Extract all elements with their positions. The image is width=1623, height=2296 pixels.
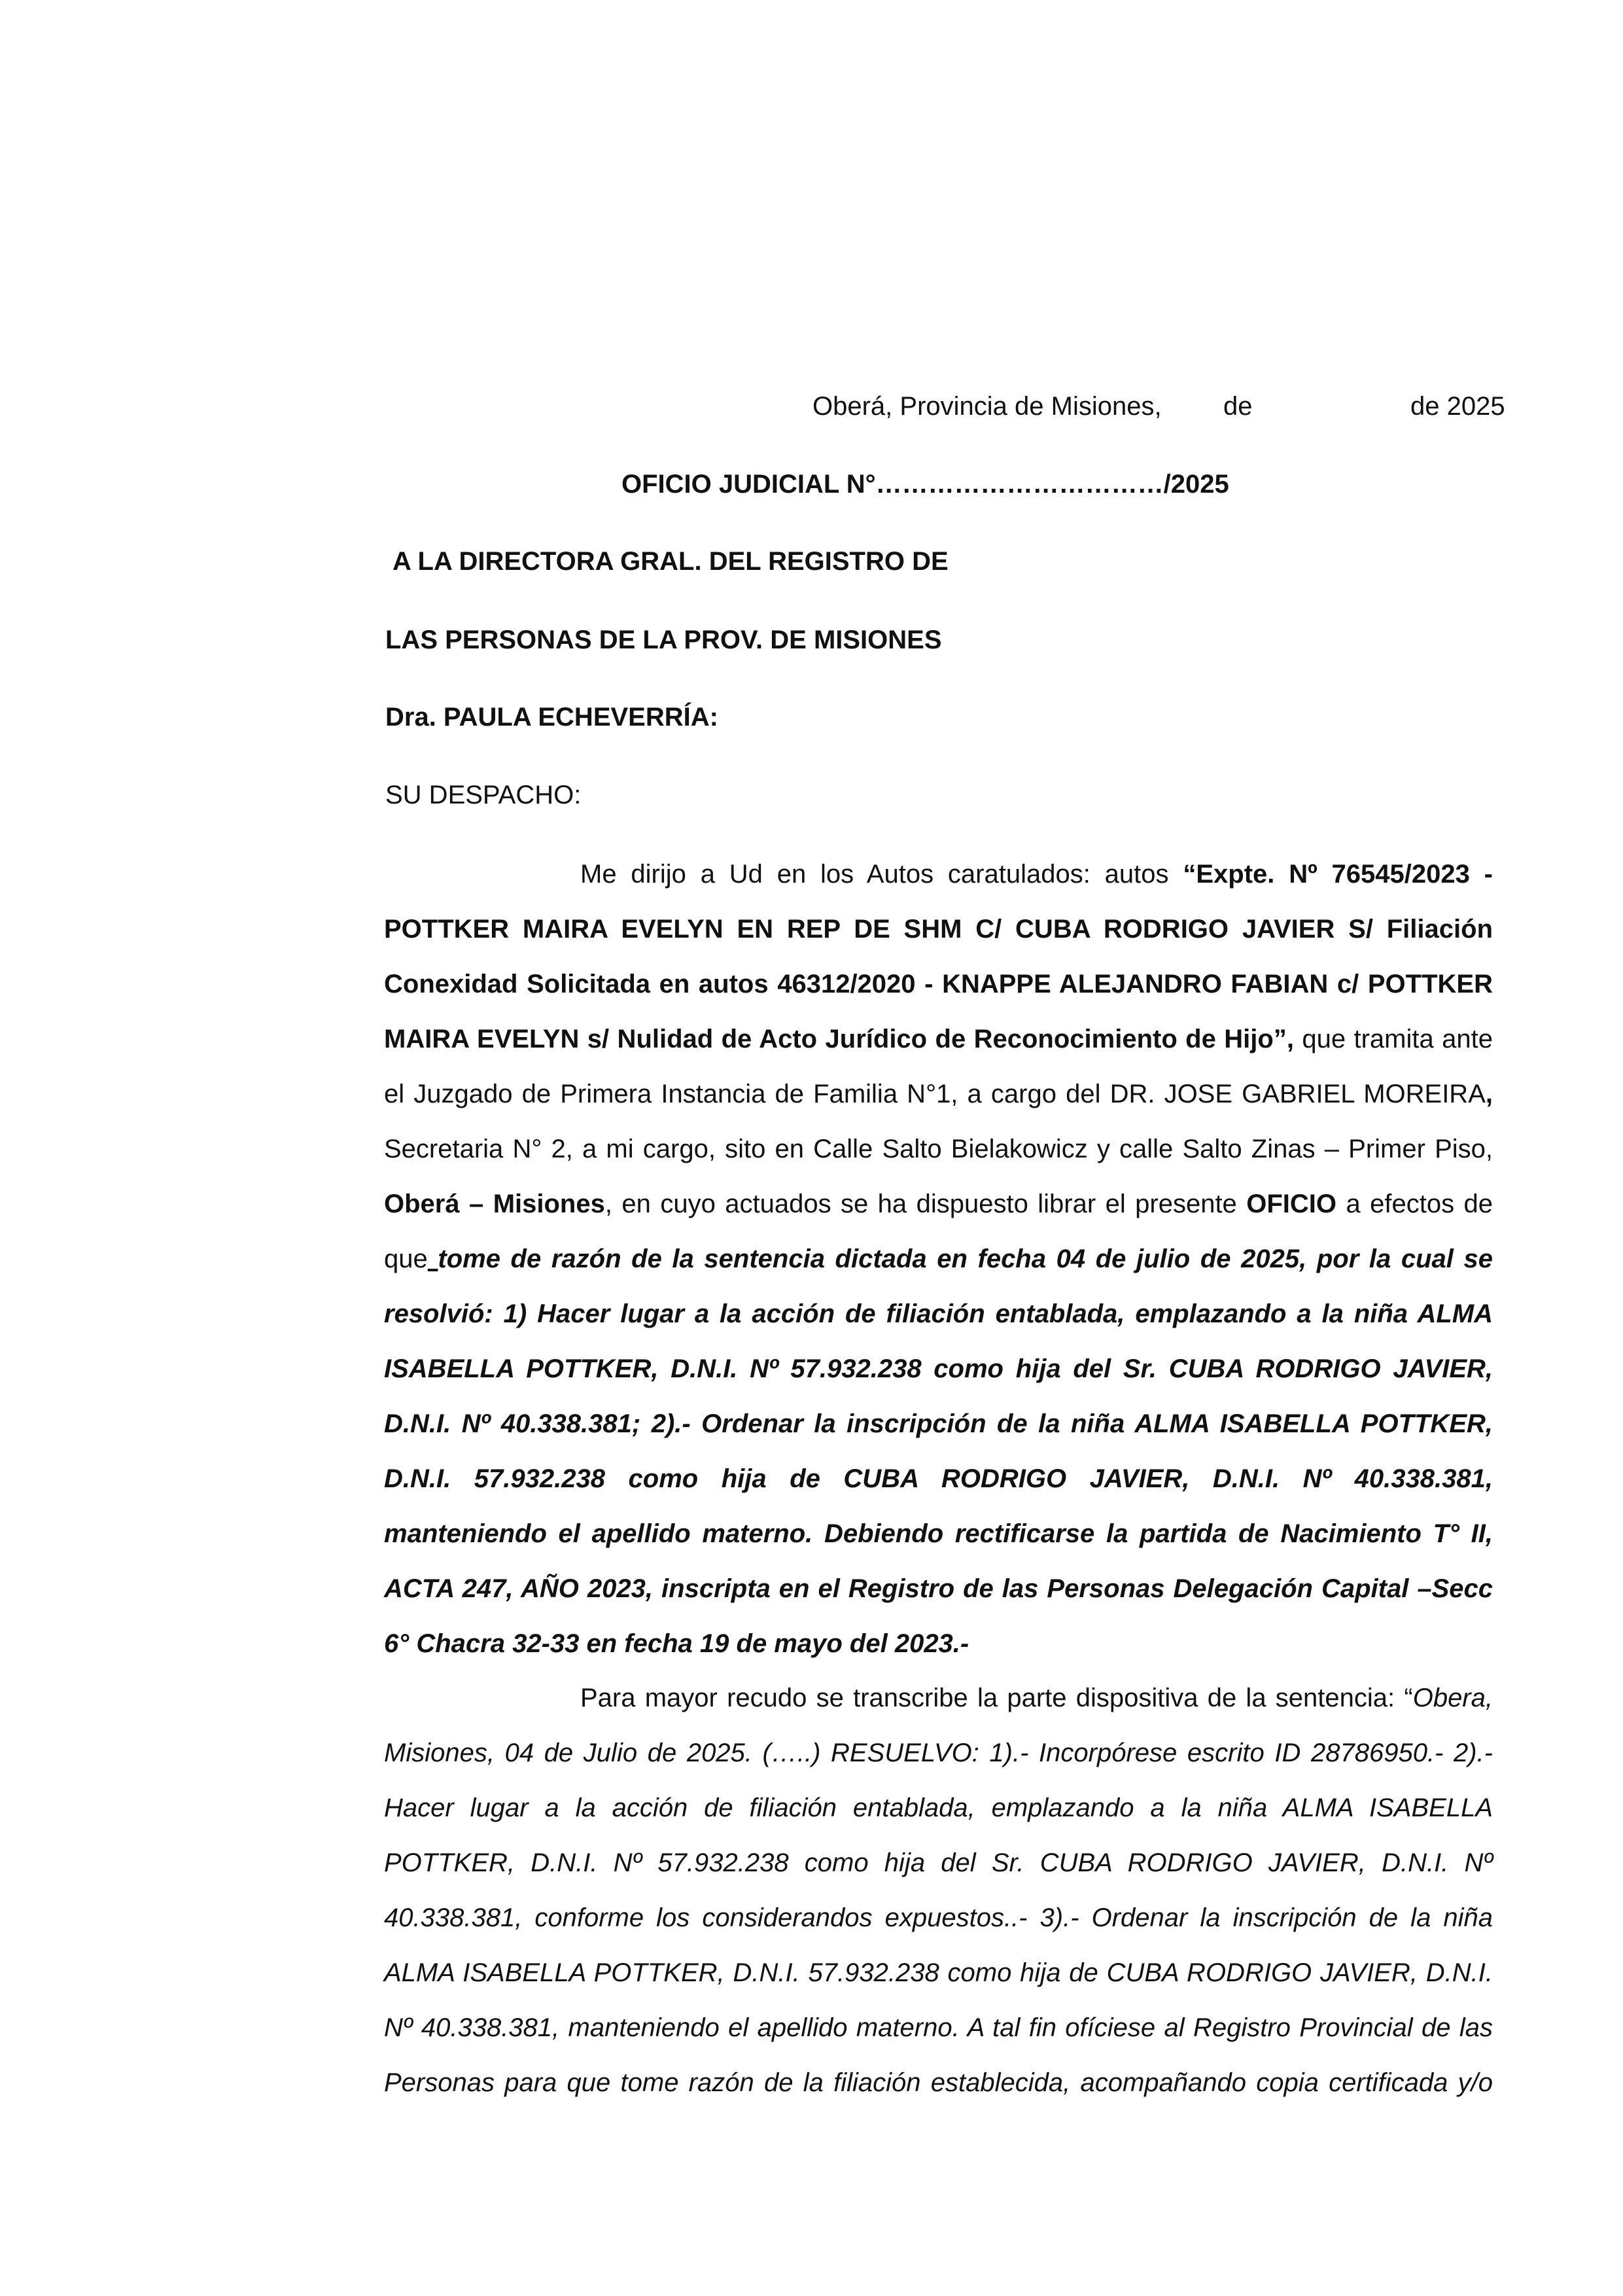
p2-line-6: ALMA ISABELLA POTTKER, D.N.I. 57.932.238 como hija de CUBA RODRIGO JAVIER, D.N.I. — [384, 1958, 1493, 1987]
p2-line-4: POTTKER, D.N.I. Nº 57.932.238 como hija del Sr. CUBA RODRIGO JAVIER, D.N.I. Nº — [384, 1848, 1493, 1877]
place-date-prefix: Oberá, Provincia de Misiones, — [812, 392, 1162, 421]
p1-line-7: Oberá – Misiones, en cuyo actuados se ha dispuesto librar el presente OFICIO a efectos de — [384, 1190, 1493, 1218]
oficio-title: OFICIO JUDICIAL N°……………………………/2025 — [621, 470, 1229, 499]
p1-line-12: D.N.I. 57.932.238 como hija de CUBA RODRIGO JAVIER, D.N.I. Nº 40.338.381, — [384, 1464, 1493, 1493]
p1-line-3: Conexidad Solicitada en autos 46312/2020 - KNAPPE ALEJANDRO FABIAN c/ POTTKER — [384, 970, 1493, 998]
p1-line-10: ISABELLA POTTKER, D.N.I. Nº 57.932.238 como hija del Sr. CUBA RODRIGO JAVIER, — [384, 1354, 1493, 1383]
p1-line-9: resolvió: 1) Hacer lugar a la acción de filiación entablada, emplazando a la niña ALMA — [384, 1299, 1493, 1328]
p1-line-2: POTTKER MAIRA EVELYN EN REP DE SHM C/ CUBA RODRIGO JAVIER S/ Filiación — [384, 915, 1493, 944]
addressee-line-4: SU DESPACHO: — [385, 781, 582, 809]
p1-line-4: MAIRA EVELYN s/ Nulidad de Acto Jurídico de Reconocimiento de Hijo”, que tramita ante — [384, 1025, 1493, 1053]
date-de-1: de — [1223, 392, 1253, 421]
p1-line-6: Secretaria N° 2, a mi cargo, sito en Calle Salto Bielakowicz y calle Salto Zinas – Primer Piso, — [384, 1135, 1493, 1163]
p2-line-7: Nº 40.338.381, manteniendo el apellido materno. A tal fin ofíciese al Registro Provincial de las — [384, 2013, 1493, 2042]
p1-line-5: el Juzgado de Primera Instancia de Familia N°1, a cargo del DR. JOSE GABRIEL MOREIRA, — [384, 1080, 1493, 1108]
p2-line-1: Para mayor recudo se transcribe la parte dispositiva de la sentencia: “Obera, — [580, 1684, 1493, 1712]
p1-line-11: D.N.I. Nº 40.338.381; 2).- Ordenar la inscripción de la niña ALMA ISABELLA POTTKER, — [384, 1409, 1493, 1438]
addressee-line-1: A LA DIRECTORA GRAL. DEL REGISTRO DE — [393, 547, 949, 576]
p2-line-5: 40.338.381, conforme los considerandos expuestos..- 3).- Ordenar la inscripción de la niña — [384, 1903, 1493, 1932]
place-date-line — [812, 391, 1162, 422]
p2-line-2: Misiones, 04 de Julio de 2025. (…..) RESUELVO: 1).- Incorpórese escrito ID 28786950.- 2).- — [384, 1739, 1493, 1767]
p2-line-3: Hacer lugar a la acción de filiación entablada, emplazando a la niña ALMA ISABELLA — [384, 1793, 1493, 1822]
p1-line-8: que tome de razón de la sentencia dictada en fecha 04 de julio de 2025, por la cual se — [384, 1245, 1493, 1273]
date-year: de 2025 — [1410, 392, 1505, 421]
p2-line-8: Personas para que tome razón de la filiación establecida, acompañando copia certificada y/o — [384, 2068, 1493, 2097]
p1-line-13: manteniendo el apellido materno. Debiendo rectificarse la partida de Nacimiento T° II, — [384, 1519, 1493, 1548]
addressee-line-3: Dra. PAULA ECHEVERRÍA: — [385, 703, 718, 732]
p1-line-1: Me dirijo a Ud en los Autos caratulados: autos “Expte. Nº 76545/2023 - — [580, 860, 1493, 889]
p1-line-14: ACTA 247, AÑO 2023, inscripta en el Registro de las Personas Delegación Capital –Secc — [384, 1574, 1493, 1603]
addressee-line-2: LAS PERSONAS DE LA PROV. DE MISIONES — [385, 626, 942, 654]
p1-line-15: 6° Chacra 32-33 en fecha 19 de mayo del 2023.- — [384, 1629, 969, 1658]
